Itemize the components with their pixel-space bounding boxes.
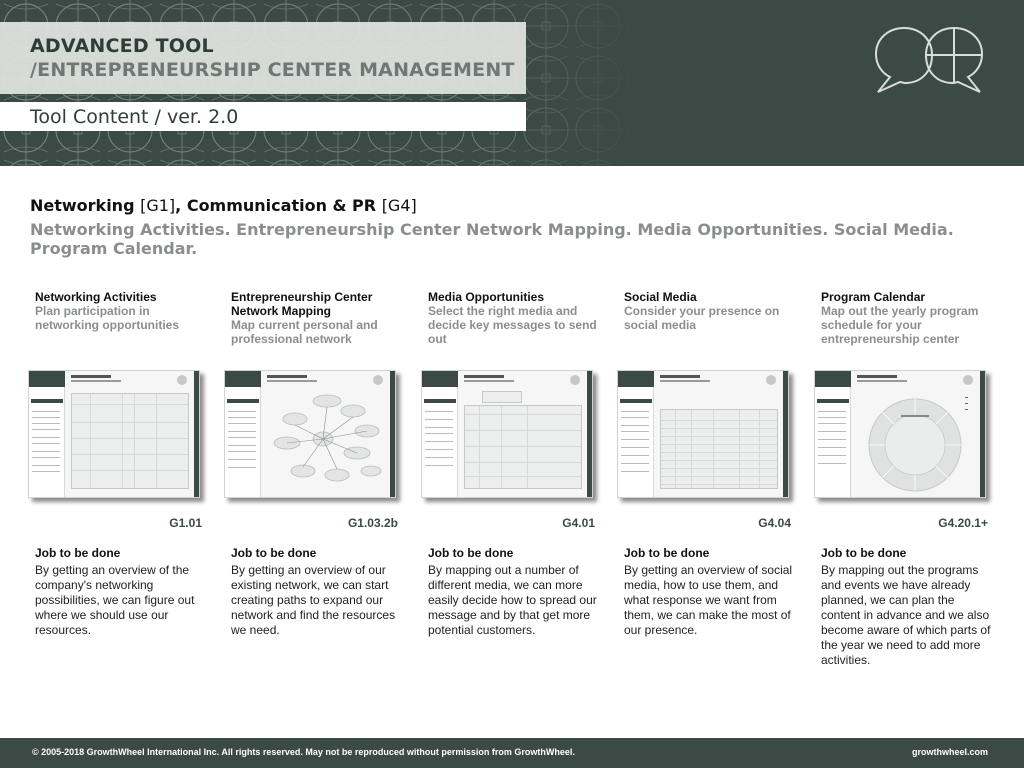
section-code-g4: [G4] — [381, 196, 417, 215]
page-title-secondary: /ENTREPRENEURSHIP CENTER MANAGEMENT — [30, 59, 515, 81]
tool-description: Consider your presence on social media — [624, 304, 780, 332]
sheet-sidebar — [422, 371, 458, 497]
subtitle-box — [0, 102, 526, 131]
tool-description: Map out the yearly program schedule for your entrepreneurship center — [821, 304, 979, 346]
sheet-table — [660, 409, 778, 489]
tool-name: Social Media — [624, 290, 697, 304]
tool-card-header — [619, 290, 799, 368]
sheet-sidebar — [815, 371, 851, 497]
tool-thumbnail[interactable] — [224, 370, 396, 498]
job-text: By mapping out a number of different media, we can more easily decide how to spread our message and by that get more potential customers. — [428, 563, 597, 637]
tool-description: Plan participation in networking opportunities — [35, 304, 179, 332]
tool-code: G4.01 — [562, 516, 595, 530]
sheet-table — [464, 405, 582, 489]
sheet-badge-icon — [177, 375, 187, 385]
tool-card-media-opportunities[interactable] — [423, 290, 603, 637]
tool-name: Networking Activities — [35, 290, 157, 304]
tool-code: G4.20.1+ — [938, 516, 988, 530]
tool-name: Media Opportunities — [428, 290, 545, 304]
job-text: By getting an overview of social media, how to use them, and what response we want from them, we can make the most of our presence. — [624, 563, 793, 637]
footer-copyright: © 2005-2018 GrowthWheel International Inc. All rights reserved. May not be reproduced without permission from GrowthWheel. — [32, 747, 575, 757]
tool-code: G1.01 — [169, 516, 202, 530]
sheet-badge-icon — [963, 375, 973, 385]
sheet-badge-icon — [373, 375, 383, 385]
tool-name: Program Calendar — [821, 290, 926, 304]
job-title: Job to be done — [624, 546, 710, 560]
tool-thumbnail[interactable] — [28, 370, 200, 498]
sheet-sidebar — [225, 371, 261, 497]
tool-card-network-mapping[interactable] — [226, 290, 406, 637]
tool-card-header — [30, 290, 210, 368]
job-title: Job to be done — [35, 546, 121, 560]
tool-code: G1.03.2b — [347, 516, 398, 530]
tool-thumbnail[interactable] — [421, 370, 593, 498]
tool-card-header — [816, 290, 996, 368]
section-code-g1: [G1] — [140, 196, 176, 215]
tool-code: G4.04 — [758, 516, 791, 530]
page-subtitle: Tool Content / ver. 2.0 — [30, 106, 239, 128]
tool-name: Entrepreneurship Center Network Mapping — [231, 290, 373, 318]
job-text: By mapping out the programs and events we have already planned, we can plan the content in advance and we also become aware of which parts of the year we need to add more activities. — [821, 563, 991, 667]
sheet-badge-icon — [766, 375, 776, 385]
tool-card-networking-activities[interactable] — [30, 290, 210, 637]
footer-site-link[interactable]: growthwheel.com — [911, 747, 988, 757]
tool-card-social-media[interactable] — [619, 290, 799, 637]
tool-description: Map current personal and professional network — [231, 318, 378, 346]
job-title: Job to be done — [231, 546, 317, 560]
calendar-wheel-diagram — [857, 389, 977, 495]
tool-card-header — [226, 290, 406, 368]
section-subtitle: Networking Activities. Entrepreneurship Center Network Mapping. Media Opportunities. Social Media. Program Calendar. — [30, 220, 954, 258]
page-title: ADVANCED TOOL — [30, 35, 214, 57]
tool-thumbnail[interactable] — [617, 370, 789, 498]
title-box — [0, 22, 526, 94]
tool-description: Select the right media and decide key messages to send out — [428, 304, 597, 346]
sheet-badge-icon — [570, 375, 580, 385]
job-title: Job to be done — [821, 546, 907, 560]
sheet-sidebar — [29, 371, 65, 497]
header-band — [0, 0, 1024, 166]
job-text: By getting an overview of our existing network, we can start creating paths to expand our network and find the resources we need. — [231, 563, 396, 637]
section-title-communication: , Communication & PR — [175, 196, 377, 215]
sheet-table — [71, 393, 189, 489]
section-title — [30, 195, 990, 217]
job-title: Job to be done — [428, 546, 514, 560]
network-map-diagram — [267, 391, 387, 491]
tool-card-header — [423, 290, 603, 368]
tool-thumbnail[interactable] — [814, 370, 986, 498]
footer — [0, 738, 1024, 768]
speech-bubbles-logo-icon — [870, 22, 990, 98]
tool-card-program-calendar[interactable] — [816, 290, 996, 667]
section-title-networking: Networking — [30, 196, 135, 215]
job-text: By getting an overview of the company's networking possibilities, we can figure out where we should use our resources. — [35, 563, 195, 637]
sheet-sidebar — [618, 371, 654, 497]
